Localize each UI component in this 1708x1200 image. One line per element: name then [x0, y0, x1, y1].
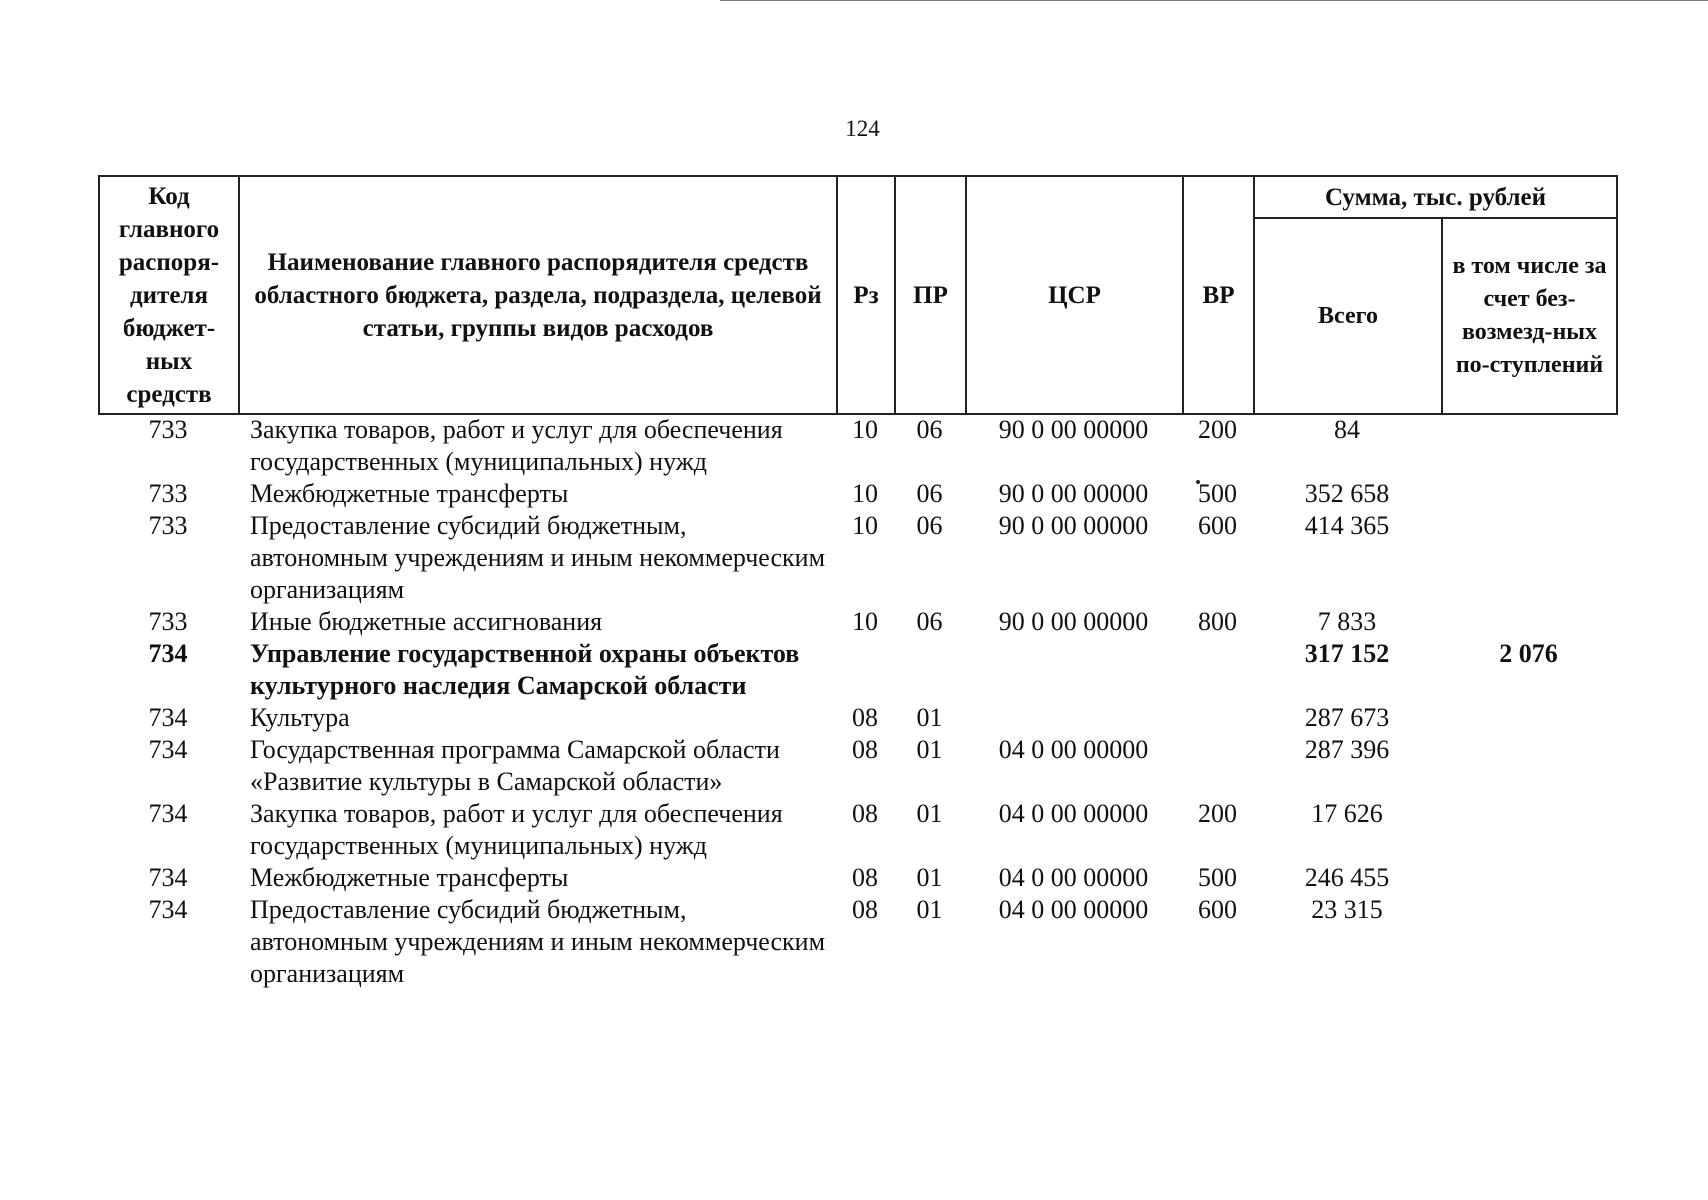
- row-pr: 01: [916, 863, 943, 892]
- row-total: 246 455: [1304, 863, 1390, 892]
- header-pr: ПР: [895, 176, 966, 414]
- row-code: 734: [148, 895, 188, 924]
- row-pr: 01: [916, 895, 943, 924]
- header-name: Наименование главного распорядителя средств областного бюджета, раздела, подраздела, целевой статьи, группы видов расходов: [239, 176, 837, 414]
- row-free: [1441, 862, 1616, 894]
- row-csr: 90 0 00 00000: [998, 415, 1149, 444]
- row-vr: 500: [1198, 479, 1237, 508]
- table-row: [98, 862, 1616, 894]
- row-rz: 10: [852, 415, 878, 444]
- header-total: Всего: [1254, 218, 1442, 414]
- row-free: [1441, 702, 1616, 734]
- row-free: [1441, 606, 1616, 638]
- row-name: Государственная программа Самарской области «Развитие культуры в Самарской области»: [250, 735, 780, 796]
- row-name: Межбюджетные трансферты: [250, 863, 569, 892]
- row-name: Культура: [250, 703, 350, 732]
- row-vr: 200: [1198, 415, 1237, 444]
- row-pr: 01: [916, 735, 943, 764]
- table-row: [98, 894, 1616, 990]
- row-csr: 04 0 00 00000: [998, 799, 1149, 828]
- table-row: [98, 798, 1616, 862]
- row-rz: 08: [852, 895, 878, 924]
- row-code: 733: [148, 607, 188, 636]
- row-total: 23 315: [1311, 895, 1383, 924]
- row-csr: 04 0 00 00000: [998, 735, 1149, 764]
- table-row: [98, 702, 1616, 734]
- row-name: Межбюджетные трансферты: [250, 479, 569, 508]
- table-row: [98, 606, 1616, 638]
- table-row: [98, 478, 1616, 510]
- row-vr: [1182, 702, 1253, 734]
- row-code: 734: [148, 799, 188, 828]
- row-total: 7 833: [1317, 607, 1377, 636]
- row-code: 734: [148, 863, 188, 892]
- table-row: [98, 638, 1616, 702]
- row-code: 734: [148, 703, 188, 732]
- row-name: Закупка товаров, работ и услуг для обеспечения государственных (муниципальных) нужд: [250, 799, 783, 860]
- row-total: 414 365: [1304, 511, 1390, 540]
- row-rz: 10: [852, 511, 878, 540]
- row-rz: 08: [852, 735, 878, 764]
- header-sum: Сумма, тыс. рублей: [1254, 176, 1617, 218]
- header-csr: ЦСР: [966, 176, 1183, 414]
- row-total: 352 658: [1304, 479, 1390, 508]
- row-csr: 04 0 00 00000: [998, 863, 1149, 892]
- row-name: Предоставление субсидий бюджетным, автономным учреждениям и иным некоммерческим организациям: [250, 895, 826, 988]
- row-name: Предоставление субсидий бюджетным, автономным учреждениям и иным некоммерческим организациям: [250, 511, 826, 604]
- row-total: 287 396: [1304, 735, 1390, 764]
- row-csr: [965, 638, 1182, 702]
- row-vr: 200: [1198, 799, 1237, 828]
- row-pr: 06: [916, 511, 943, 540]
- budget-table: [98, 414, 1616, 990]
- row-csr: 90 0 00 00000: [998, 607, 1149, 636]
- row-total: 17 626: [1311, 799, 1383, 828]
- row-vr: [1182, 638, 1253, 702]
- row-name: Управление государственной охраны объектов культурного наследия Самарской области: [250, 639, 800, 700]
- row-pr: 06: [916, 415, 943, 444]
- row-code: 734: [148, 639, 188, 668]
- row-free: [1441, 894, 1616, 990]
- row-pr: 06: [916, 607, 943, 636]
- row-total: 317 152: [1304, 639, 1390, 668]
- table-header: [98, 175, 1618, 415]
- row-code: 733: [148, 511, 188, 540]
- row-csr: 90 0 00 00000: [998, 511, 1149, 540]
- row-vr: 600: [1198, 895, 1237, 924]
- row-code: 734: [148, 735, 188, 764]
- table-row: [98, 510, 1616, 606]
- row-rz: 08: [852, 863, 878, 892]
- row-vr: [1182, 734, 1253, 798]
- row-pr: 01: [916, 799, 943, 828]
- row-csr: 04 0 00 00000: [998, 895, 1149, 924]
- row-free: 2 076: [1499, 639, 1558, 668]
- row-csr: 90 0 00 00000: [998, 479, 1149, 508]
- page-number: 124: [845, 116, 880, 141]
- row-pr: 06: [916, 479, 943, 508]
- row-name: Иные бюджетные ассигнования: [250, 607, 603, 636]
- row-free: [1441, 734, 1616, 798]
- row-rz: 08: [852, 799, 878, 828]
- header-free: в том числе за счет без-возмезд-ных по-ступлений: [1442, 218, 1617, 414]
- row-total: 287 673: [1304, 703, 1390, 732]
- row-vr: 800: [1198, 607, 1237, 636]
- row-csr: [965, 702, 1182, 734]
- row-rz: 10: [852, 607, 878, 636]
- row-free: [1441, 798, 1616, 862]
- row-name: Закупка товаров, работ и услуг для обеспечения государственных (муниципальных) нужд: [250, 415, 783, 476]
- table-row: [98, 414, 1616, 478]
- header-rz: Рз: [837, 176, 895, 414]
- row-free: [1441, 510, 1616, 606]
- row-vr: 500: [1198, 863, 1237, 892]
- header-code: Код главного распоря-дителя бюджет-ных средств: [99, 176, 239, 414]
- row-rz: 08: [852, 703, 878, 732]
- row-rz: 10: [852, 479, 878, 508]
- row-free: [1441, 478, 1616, 510]
- row-total: 84: [1334, 415, 1360, 444]
- row-code: 733: [148, 415, 188, 444]
- row-rz: [836, 638, 894, 702]
- row-pr: 01: [916, 703, 943, 732]
- header-vr: ВР: [1183, 176, 1254, 414]
- row-code: 733: [148, 479, 188, 508]
- row-free: [1441, 414, 1616, 478]
- scan-edge-line: [720, 0, 1708, 1]
- row-vr: 600: [1198, 511, 1237, 540]
- row-pr: [894, 638, 965, 702]
- table-row: [98, 734, 1616, 798]
